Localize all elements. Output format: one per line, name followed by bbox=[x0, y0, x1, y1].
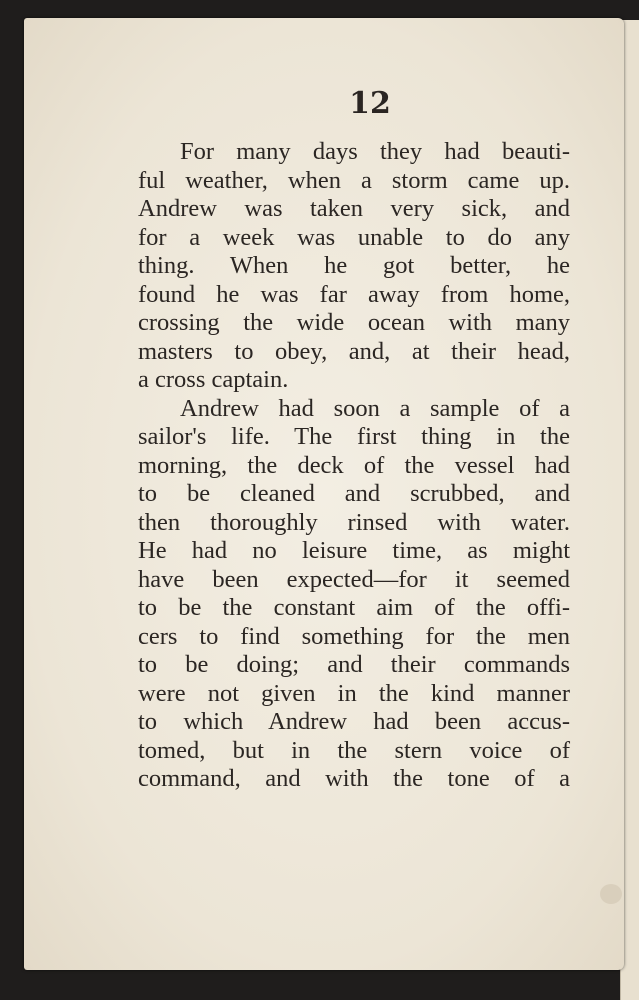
text-line: tomed, but in the stern voice of bbox=[138, 736, 570, 764]
text-line: morning, the deck of the vessel had bbox=[138, 451, 570, 479]
text-line: Andrew was taken very sick, and bbox=[138, 195, 570, 222]
text-line: to which Andrew had been accus- bbox=[138, 708, 570, 735]
text-line: to be doing; and their commands bbox=[138, 651, 570, 678]
text-line: have been expected—for it seemed bbox=[138, 565, 570, 593]
text-line: Andrew had soon a sample of a bbox=[180, 394, 570, 422]
text-line: command, and with the tone of a bbox=[138, 765, 570, 792]
text-line: cers to find something for the men bbox=[138, 622, 570, 650]
text-line: masters to obey, and, at their head, bbox=[138, 337, 570, 365]
text-line: to be the constant aim of the offi- bbox=[138, 594, 570, 621]
page-number: 12 bbox=[349, 86, 391, 121]
text-line: sailor's life. The first thing in the bbox=[138, 423, 570, 450]
body-text bbox=[138, 138, 570, 794]
text-line: crossing the wide ocean with many bbox=[138, 309, 570, 336]
text-line: For many days they had beauti- bbox=[180, 138, 570, 165]
text-line: a cross captain. bbox=[138, 366, 289, 393]
text-line: thing. When he got better, he bbox=[138, 252, 570, 279]
text-line: for a week was unable to do any bbox=[138, 223, 570, 251]
paper-stain bbox=[600, 884, 622, 904]
text-line: were not given in the kind manner bbox=[138, 679, 570, 707]
text-line: He had no leisure time, as might bbox=[138, 537, 570, 564]
text-line: to be cleaned and scrubbed, and bbox=[138, 480, 570, 507]
text-line: ful weather, when a storm came up. bbox=[138, 166, 570, 194]
text-line: found he was far away from home, bbox=[138, 280, 570, 308]
text-line: then thoroughly rinsed with water. bbox=[138, 508, 570, 536]
